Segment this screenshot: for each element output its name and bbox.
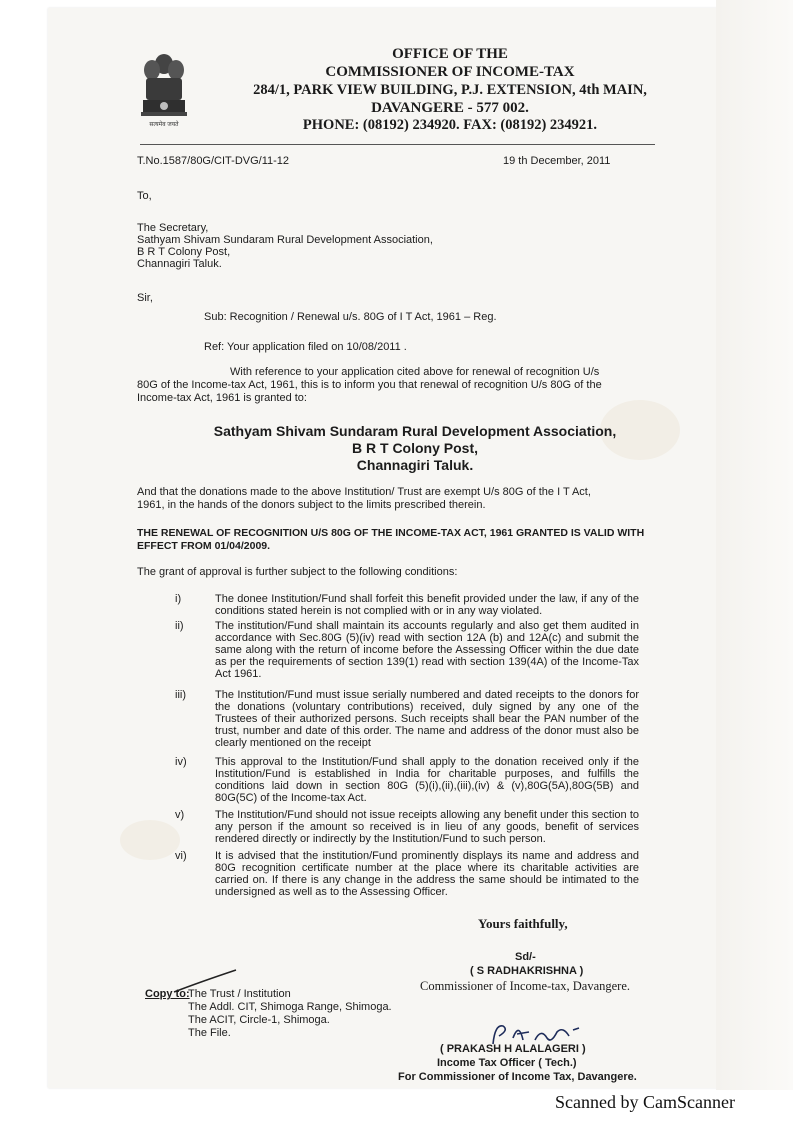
validity-statement: THE RENEWAL OF RECOGNITION U/S 80G OF THE INCOME-TAX ACT, 1961 GRANTED IS VALID WITH <box>137 527 645 539</box>
letter-date: 19 th December, 2011 <box>503 155 611 167</box>
officer-for: For Commissioner of Income Tax, Davangere. <box>398 1071 637 1083</box>
office-city: DAVANGERE - 577 002. <box>371 100 529 116</box>
condition-number: iv) <box>175 756 187 768</box>
page-edge <box>716 0 793 1090</box>
yours-faithfully: Yours faithfully, <box>478 916 568 931</box>
paragraph-line: 1961, in the hands of the donors subject to the limits prescribed therein. <box>137 499 486 511</box>
condition-number: v) <box>175 809 185 821</box>
header-rule <box>140 144 655 145</box>
condition-text: This approval to the Institution/Fund shall apply to the donation received only if the Institution/Fund is established in India for charitable purposes, and fulfills the conditions laid down in section 80G (5)(i),(ii),(iii),(iv) & (v),80G(5A),80G(5B) and 80G(5C) of the Income-tax Act. <box>215 756 639 804</box>
office-name: COMMISSIONER OF INCOME-TAX <box>325 64 575 80</box>
office-phone: PHONE: (08192) 234920. FAX: (08192) 234921. <box>302 117 598 133</box>
address-line: B R T Colony Post, <box>137 246 231 258</box>
signed-mark: Sd/- <box>515 951 536 963</box>
signatory-name: ( S RADHAKRISHNA ) <box>470 965 584 977</box>
condition-text: The Institution/Fund should not issue receipts allowing any benefit under this section to any person if the amount so received is in lieu of any goods, benefit of services rendered directly or indirectly by the Institution/Fund to such person. <box>215 809 639 845</box>
copy-recipient: The ACIT, Circle-1, Shimoga. <box>188 1014 330 1026</box>
condition-number: ii) <box>175 620 184 632</box>
condition-text: The Institution/Fund must issue serially numbered and dated receipts to the donors for the donations (voluntary contributions) received, duly signed by any one of the Trustees of their authorized persons. Such receipts shall bear the PAN number of the trust, number and date of this order. The name and address of the donor must also be clearly mentioned on the receipt <box>215 689 639 749</box>
salutation: Sir, <box>137 292 153 304</box>
officer-designation: Income Tax Officer ( Tech.) <box>437 1057 577 1069</box>
condition-text: It is advised that the institution/Fund prominently displays its name and address and 80G recognition certificate number at the place where its charitable activities are carried on. If there is any change in the address the same should be intimated to the undersigned as well as to the Assessing Officer. <box>215 850 639 898</box>
validity-statement: EFFECT FROM 01/04/2009. <box>137 540 271 552</box>
paragraph-line: 80G of the Income-tax Act, 1961, this is to inform you that renewal of recognition U/s 80G of the <box>137 379 602 391</box>
scanner-watermark: Scanned by CamScanner <box>555 1092 735 1112</box>
to-label: To, <box>137 190 152 202</box>
condition-number: vi) <box>175 850 187 862</box>
address-line: The Secretary, <box>137 222 209 234</box>
copy-recipient: The Addl. CIT, Shimoga Range, Shimoga. <box>188 1001 392 1013</box>
address-line: Sathyam Shivam Sundaram Rural Development Association, <box>137 234 433 246</box>
institution-name: Sathyam Shivam Sundaram Rural Development Association, <box>213 423 617 439</box>
paragraph-line: With reference to your application cited above for renewal of recognition U/s <box>230 366 600 378</box>
copy-to-label: Copy to: <box>145 988 190 1000</box>
condition-text: The donee Institution/Fund shall forfeit this benefit provided under the law, if any of the conditions stated herein is not complied with or in any way violated. <box>215 593 639 617</box>
condition-text: The institution/Fund shall maintain its accounts regularly and also get them audited in accordance with Sec.80G (5)(iv) read with section 12A (b) and 12A(c) and submit the same along with the return of income before the Assessing Officer within the due date as per the requirements of section 139(1) read with section 139(4A) of the Income-Tax Act 1961. <box>215 620 639 680</box>
paper-stain <box>120 820 180 860</box>
institution-taluk: Channagiri Taluk. <box>356 457 474 473</box>
address-line: Channagiri Taluk. <box>137 258 222 270</box>
reference-number: T.No.1587/80G/CIT-DVG/11-12 <box>137 155 290 167</box>
paragraph-line: Income-tax Act, 1961 is granted to: <box>137 392 307 404</box>
copy-recipient: The Trust / Institution <box>188 988 291 1000</box>
reference-line: Ref: Your application filed on 10/08/2011 . <box>204 341 407 353</box>
condition-number: i) <box>175 593 182 605</box>
condition-number: iii) <box>175 689 186 701</box>
signatory-designation: Commissioner of Income-tax, Davangere. <box>420 979 631 993</box>
copy-recipient: The File. <box>188 1027 231 1039</box>
office-title: OFFICE OF THE <box>392 46 508 62</box>
officer-name: ( PRAKASH H ALALAGERI ) <box>440 1043 586 1055</box>
paragraph-line: And that the donations made to the above Institution/ Trust are exempt U/s 80G of the I T Act, <box>137 486 591 498</box>
emblem-caption: सत्यमेव जयते <box>149 122 179 128</box>
conditions-intro: The grant of approval is further subject to the following conditions: <box>137 566 458 578</box>
institution-address: B R T Colony Post, <box>352 440 478 456</box>
office-address: 284/1, PARK VIEW BUILDING, P.J. EXTENSION, 4th MAIN, <box>253 82 647 98</box>
subject-line: Sub: Recognition / Renewal u/s. 80G of I T Act, 1961 – Reg. <box>204 311 497 323</box>
